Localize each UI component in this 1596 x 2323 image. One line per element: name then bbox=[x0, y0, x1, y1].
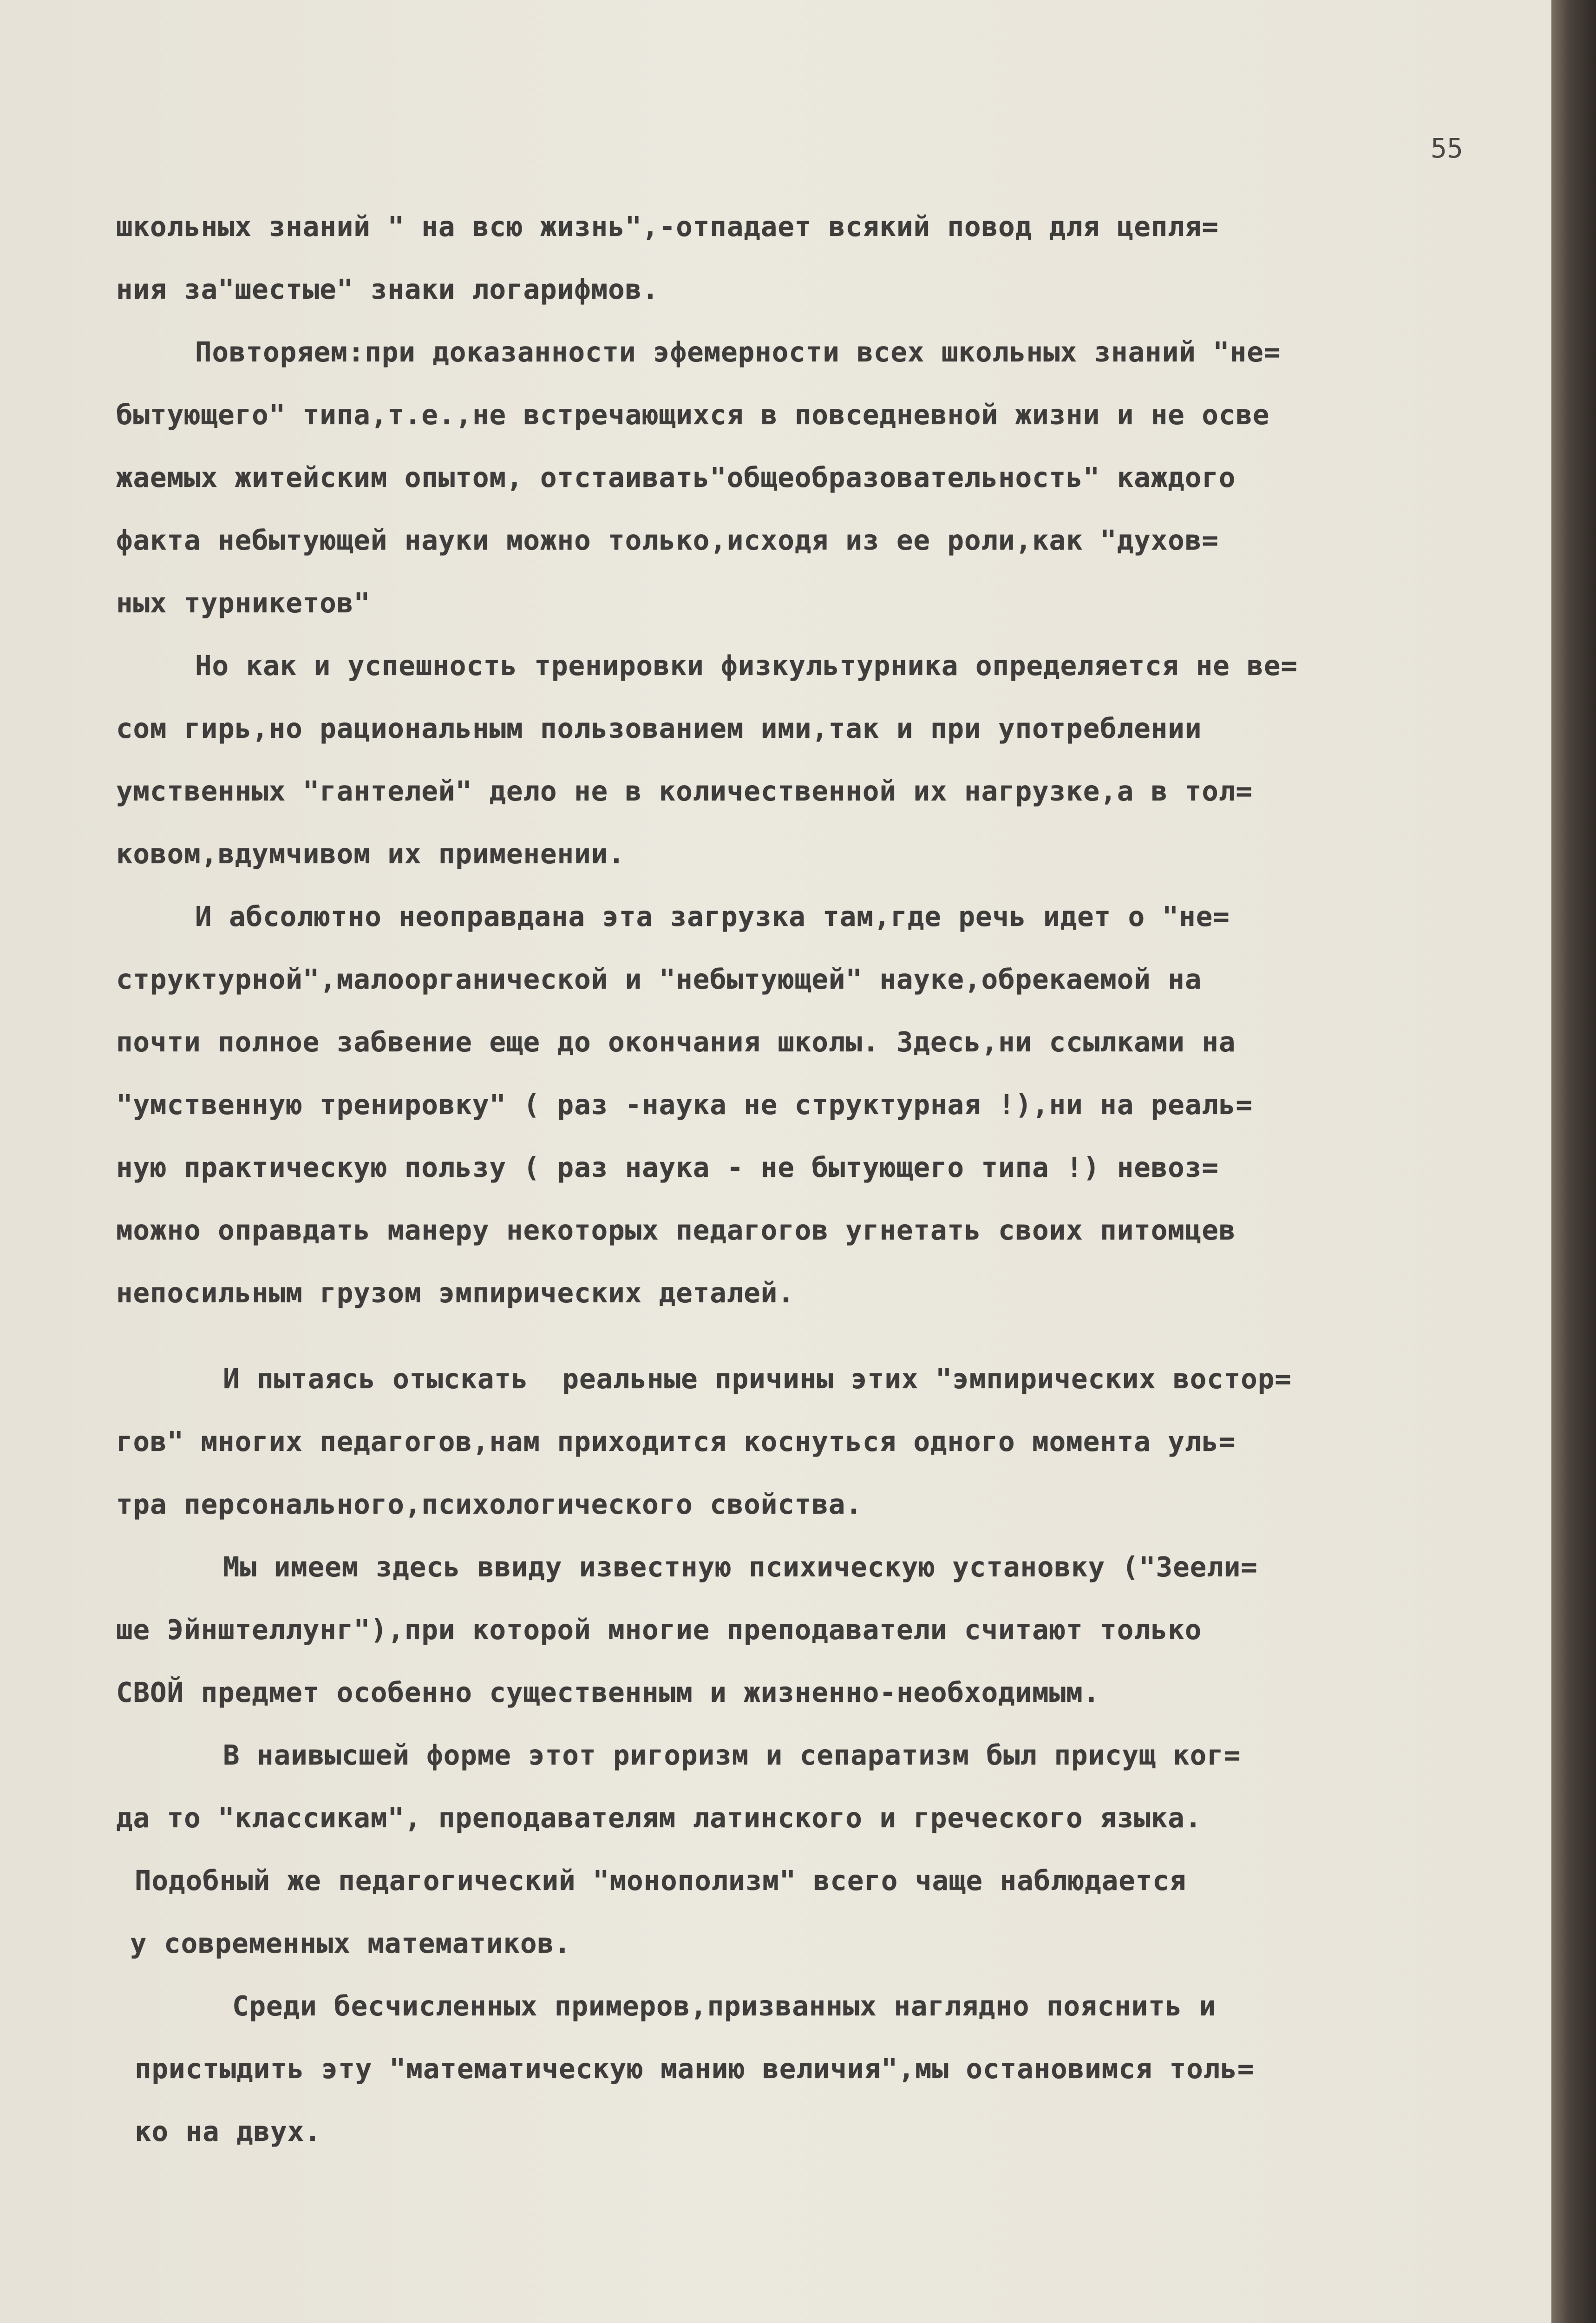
text-line: школьных знаний " на всю жизнь",-отпадает всякий повод для цепля= bbox=[116, 210, 1219, 243]
text-line: "умственную тренировку" ( раз -наука не структурная !),ни на реаль= bbox=[116, 1089, 1253, 1121]
text-line: Мы имеем здесь ввиду известную психическую установку ("Зеели= bbox=[223, 1551, 1258, 1583]
text-line: ковом,вдумчивом их применении. bbox=[116, 838, 625, 870]
text-line: ную практическую пользу ( раз наука - не бытующего типа !) невоз= bbox=[116, 1151, 1219, 1183]
text-line: бытующего" типа,т.е.,не встречающихся в повседневной жизни и не осве bbox=[116, 399, 1270, 431]
text-line: жаемых житейским опытом, отстаивать"общеобразовательность" каждого bbox=[116, 461, 1236, 493]
text-line: можно оправдать манеру некоторых педагогов угнетать своих питомцев bbox=[116, 1214, 1236, 1246]
text-line: Подобный же педагогический "монополизм" всего чаще наблюдается bbox=[135, 1864, 1187, 1896]
text-line: ко на двух. bbox=[135, 2115, 321, 2147]
text-line: почти полное забвение еще до окончания школы. Здесь,ни ссылками на bbox=[116, 1026, 1236, 1058]
text-line: В наивысшей форме этот ригоризм и сепаратизм был присущ ког= bbox=[223, 1739, 1241, 1771]
text-line: тра персонального,психологического свойства. bbox=[116, 1488, 863, 1520]
text-line: И абсолютно неоправдана эта загрузка там,где речь идет о "не= bbox=[195, 900, 1230, 932]
text-line: сом гирь,но рациональным пользованием ими,так и при употреблении bbox=[116, 712, 1202, 744]
text-line: ных турникетов" bbox=[116, 587, 371, 619]
text-line: ше Эйнштеллунг"),при которой многие преподаватели считают только bbox=[116, 1614, 1202, 1646]
text-line: Среди бесчисленных примеров,призванных наглядно пояснить и bbox=[232, 1990, 1217, 2022]
text-line: Но как и успешность тренировки физкультурника определяется не ве= bbox=[195, 650, 1298, 682]
text-line: да то "классикам", преподавателям латинского и греческого языка. bbox=[116, 1802, 1202, 1834]
document-text bbox=[116, 195, 1510, 2163]
text-line: И пытаясь отыскать реальные причины этих "эмпирических востор= bbox=[223, 1363, 1292, 1395]
text-line: СВОЙ предмет особенно существенным и жизненно-необходимым. bbox=[116, 1676, 1100, 1708]
text-line: факта небытующей науки можно только,исходя из ее роли,как "духов= bbox=[116, 524, 1219, 556]
text-line: непосильным грузом эмпирических деталей. bbox=[116, 1277, 795, 1309]
page-number: 55 bbox=[1431, 132, 1463, 164]
text-line: Повторяем:при доказанности эфемерности всех школьных знаний "не= bbox=[195, 336, 1281, 368]
text-line: гов" многих педагогов,нам приходится коснуться одного момента уль= bbox=[116, 1425, 1236, 1457]
text-line: пристыдить эту "математическую манию величия",мы остановимся толь= bbox=[135, 2053, 1255, 2085]
text-line: у современных математиков. bbox=[130, 1927, 571, 1959]
text-line: ния за"шестые" знаки логарифмов. bbox=[116, 273, 659, 305]
text-line: умственных "гантелей" дело не в количественной их нагрузке,а в тол= bbox=[116, 775, 1253, 807]
page-edge bbox=[1551, 0, 1596, 2323]
text-line: структурной",малоорганической и "небытующей" науке,обрекаемой на bbox=[116, 963, 1202, 995]
